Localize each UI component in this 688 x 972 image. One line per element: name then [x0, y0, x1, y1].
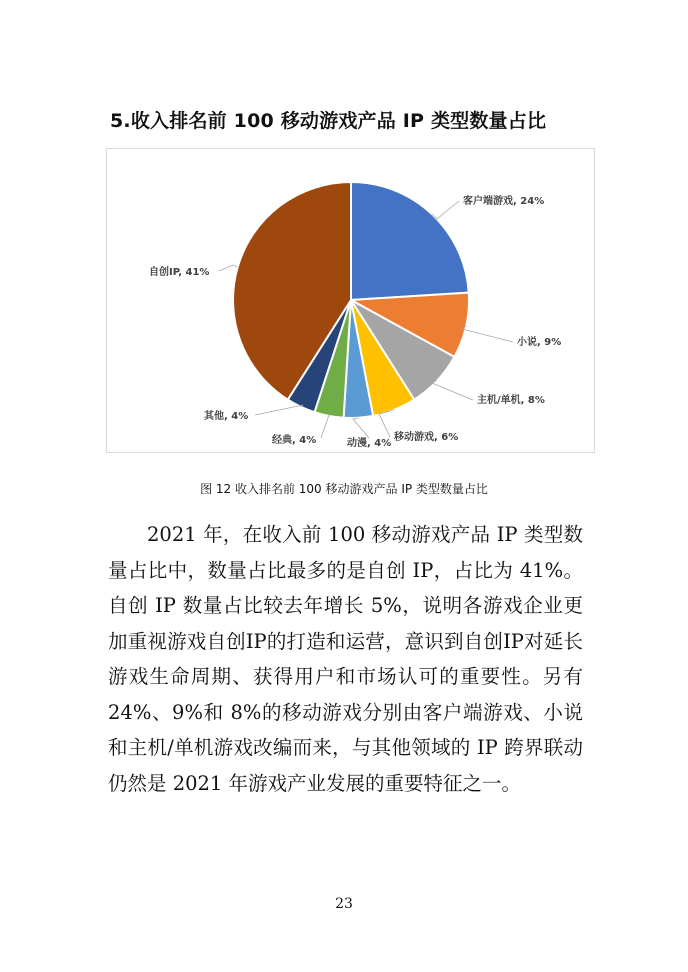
data-label-6: 其他, 4% [204, 411, 249, 422]
leader-line-7 [219, 265, 238, 271]
leader-line-0 [432, 201, 459, 219]
data-label-0: 客户端游戏, 24% [463, 196, 545, 207]
data-label-4: 动漫, 4% [347, 438, 392, 449]
leader-line-5 [321, 415, 329, 438]
leader-line-2 [427, 381, 473, 400]
data-label-1: 小说, 9% [517, 337, 562, 348]
data-label-3: 移动游戏, 6% [394, 432, 459, 443]
leader-line-4 [353, 418, 369, 438]
page-number: 23 [335, 896, 353, 912]
pie-chart-frame [106, 148, 595, 453]
data-label-2: 主机/单机, 8% [477, 395, 545, 406]
body-paragraph: 2021 年，在收入前 100 移动游戏产品 IP 类型数量占比中，数量占比最多的是自创 IP，占比为 41%。自创 IP 数量占比较去年增长 5%，说明各游戏企业更加重视游戏自创IP的打造和运营，意识到自创IP对延长游戏生命周期、获得用户和市场认可的重要性。另有 24%、9%和 8%的移动游戏分别由客户端游戏、小说和主机/单机游戏改编而来，与其他领域的 IP 跨界联动仍然是 2021 年游戏产业发展的重要特征之一。 [108, 523, 583, 795]
data-label-5: 经典, 4% [272, 435, 317, 446]
section-heading: 5.收入排名前 100 移动游戏产品 IP 类型数量占比 [110, 110, 547, 132]
leader-line-6 [255, 405, 303, 415]
data-label-7: 自创IP, 41% [149, 267, 210, 278]
pie-chart [107, 149, 596, 454]
pie-slice-0 [351, 182, 469, 300]
figure-caption: 图 12 收入排名前 100 移动游戏产品 IP 类型数量占比 [200, 482, 488, 496]
leader-line-1 [462, 326, 513, 342]
